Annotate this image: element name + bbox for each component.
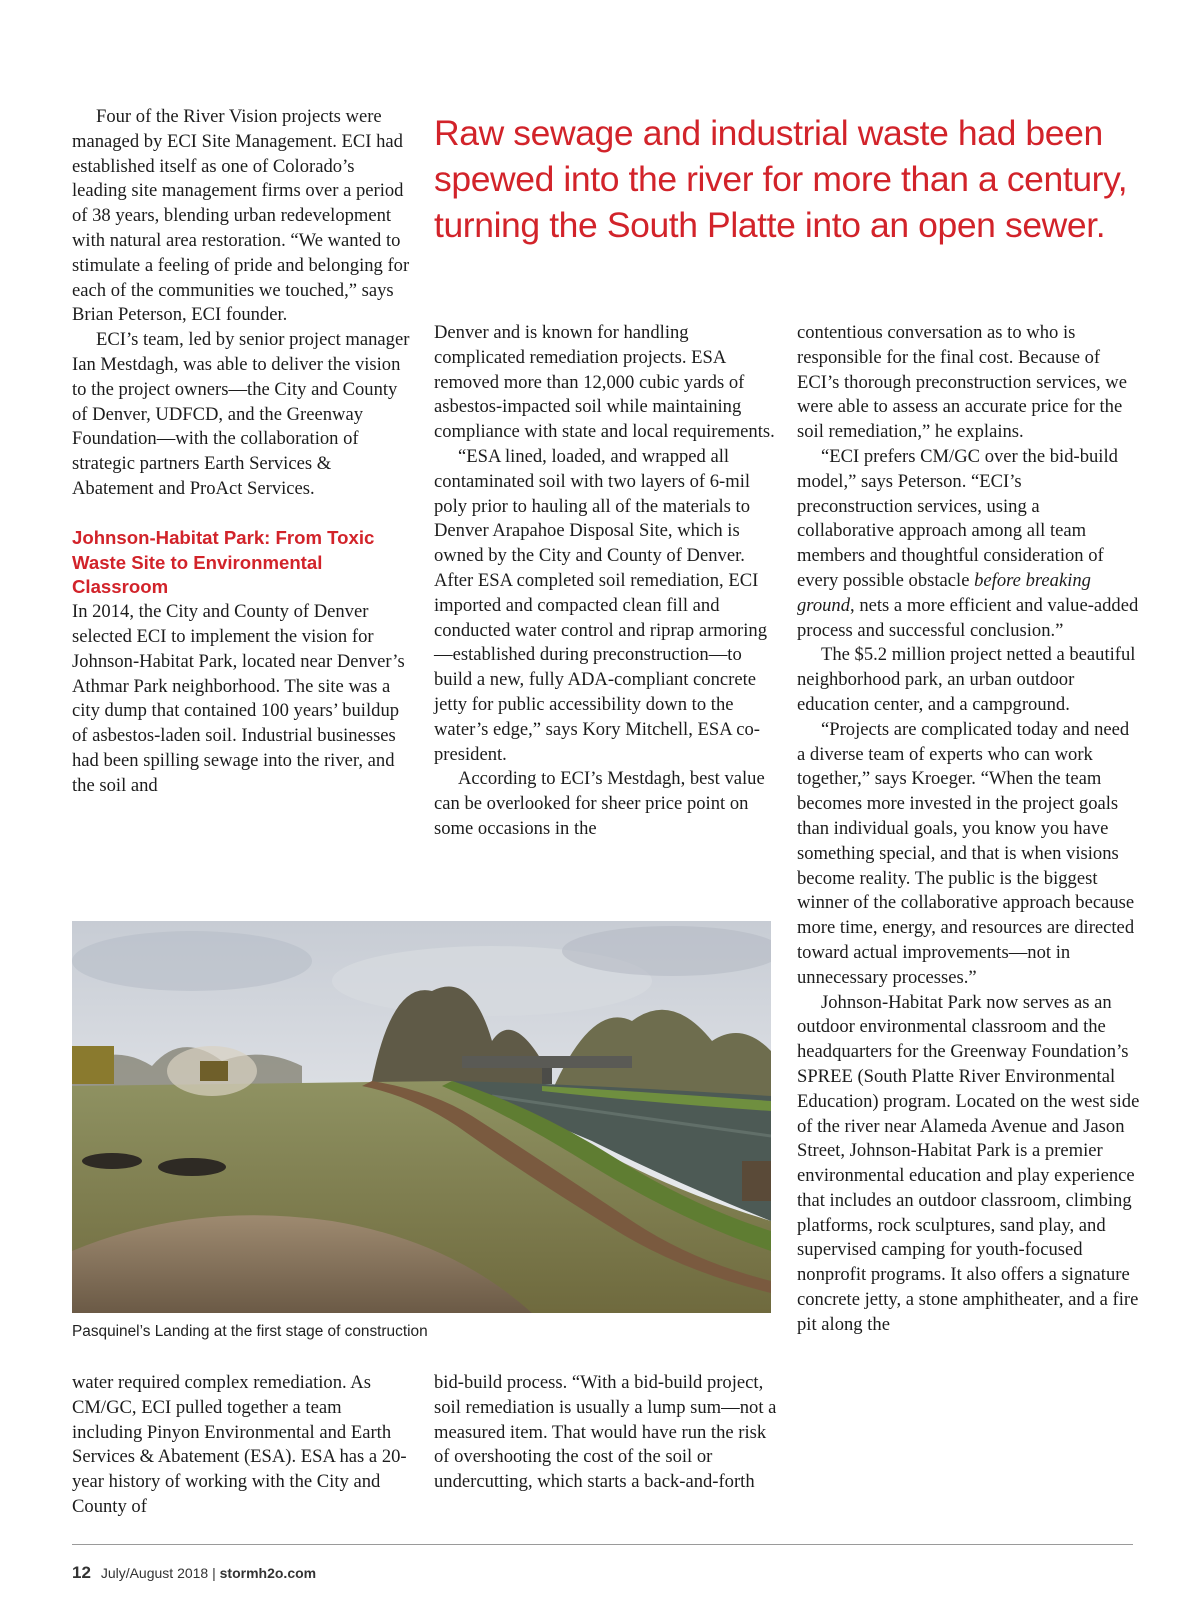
emphasis-text: before breaking ground <box>797 569 1091 616</box>
paragraph-text: contentious conversation as to who is responsible for the final cost. Because of ECI’s thorough preconstruction services, we were able to assess an accurate price for the soil remediation,” he explains. <box>797 322 1127 443</box>
paragraph <box>797 321 1141 445</box>
paragraph: “Projects are complicated today and need a diverse team of experts who can work together,” says Kroeger. “When the team becomes more invested in the project goals than individual goals, you know you have something special, and that is when visions become reality. The public is the biggest winner of the collaborative approach because more time, energy, and resources are directed toward actual improvements—not in unnecessary processes.” <box>797 718 1135 988</box>
pull-quote: Raw sewage and industrial waste had been spewed into the river for more than a century, turning the South Platte into an open sewer. <box>434 113 1128 245</box>
photo-illustration <box>72 921 771 1313</box>
paragraph: Four of the River Vision projects were managed by ECI Site Management. ECI had established itself as one of Colorado’s leading site management firms over a period of 38 years, blending urban redevelopment with natural area restoration. “We wanted to stimulate a feeling of pride and belonging for each of the communities we touched,” says Brian Peterson, ECI founder. <box>72 106 410 326</box>
paragraph: Denver and is known for handling complicated remediation projects. ESA removed more than 12,000 cubic yards of asbestos-impacted soil while maintaining compliance with state and local requirements. <box>434 322 775 443</box>
section-subheading: Johnson-Habitat Park: From Toxic Waste Site to Environmental Classroom <box>72 526 375 598</box>
footer-rule <box>72 1544 1133 1545</box>
paragraph: ECI’s team, led by senior project manager Ian Mestdagh, was able to deliver the vision to the project owners—the City and County of Denver, UDFCD, and the Greenway Foundation—with the collaboration of strategic partners Earth Services & Abatement and ProAct Services. <box>72 329 410 499</box>
paragraph: In 2014, the City and County of Denver selected ECI to implement the vision for Johnson-Habitat Park, located near Denver’s Athmar Park neighborhood. The site was a city dump that contained 100 years’ buildup of asbestos-laden soil. Industrial businesses had been spilling sewage into the river, and the soil and <box>72 601 405 796</box>
paragraph: bid-build process. “With a bid-build project, soil remediation is usually a lump sum—not a measured item. That would have run the risk of overshooting the cost of the soil or undercutting, which starts a back-and-forth <box>434 1372 777 1493</box>
page-number: 12 <box>72 1563 91 1582</box>
column-1-top <box>72 105 412 799</box>
paragraph <box>797 445 1141 643</box>
construction-site-photo <box>72 921 771 1313</box>
column-2-top <box>434 321 778 842</box>
website-link[interactable]: stormh2o.com <box>219 1565 317 1581</box>
photo-caption: Pasquinel’s Landing at the first stage of construction <box>72 1323 428 1340</box>
paragraph: The $5.2 million project netted a beautiful neighborhood park, an urban outdoor education center, and a campground. <box>797 644 1136 715</box>
column-3 <box>797 321 1141 1338</box>
issue-date: July/August 2018 <box>100 1565 209 1581</box>
paragraph-text: , nets a more efficient and value-added process and successful conclusion.” <box>797 594 1139 641</box>
column-2-bottom <box>434 1371 778 1495</box>
column-1-bottom <box>72 1371 412 1520</box>
paragraph: water required complex remediation. As CM/GC, ECI pulled together a team including Pinyon Environmental and Earth Services & Abatement (ESA). ESA has a 20-year history of working with the City and County of <box>72 1372 407 1517</box>
footer-separator: | <box>212 1565 216 1581</box>
paragraph: “ESA lined, loaded, and wrapped all contaminated soil with two layers of 6-mil poly prior to hauling all of the materials to Denver Arapahoe Disposal Site, which is owned by the City and County of Denver. After ESA completed soil remediation, ECI imported and compacted clean fill and conducted water control and riprap armoring—established during preconstruction—to build a new, fully ADA-compliant concrete jetty for public accessibility down to the water’s edge,” says Kory Mitchell, ESA co-president. <box>434 445 768 765</box>
page-footer <box>72 1563 316 1583</box>
paragraph: According to ECI’s Mestdagh, best value can be overlooked for sheer price point on some occasions in the <box>434 768 765 839</box>
paragraph: Johnson-Habitat Park now serves as an outdoor environmental classroom and the headquarters for the Greenway Foundation’s SPREE (South Platte River Environmental Education) program. Located on the west side of the river near Alameda Avenue and Jason Street, Johnson-Habitat Park is a premier environmental education and play experience that includes an outdoor classroom, climbing platforms, rock sculptures, sand play, and supervised camping for youth-focused nonprofit programs. It also offers a signature concrete jetty, a stone amphitheater, and a fire pit along the <box>797 991 1140 1335</box>
paragraph-text: “ECI prefers CM/GC over the bid-build model,” says Peterson. “ECI’s preconstruction services, using a collaborative approach among all team members and thoughtful consideration of every possible obstacle <box>797 445 1118 591</box>
